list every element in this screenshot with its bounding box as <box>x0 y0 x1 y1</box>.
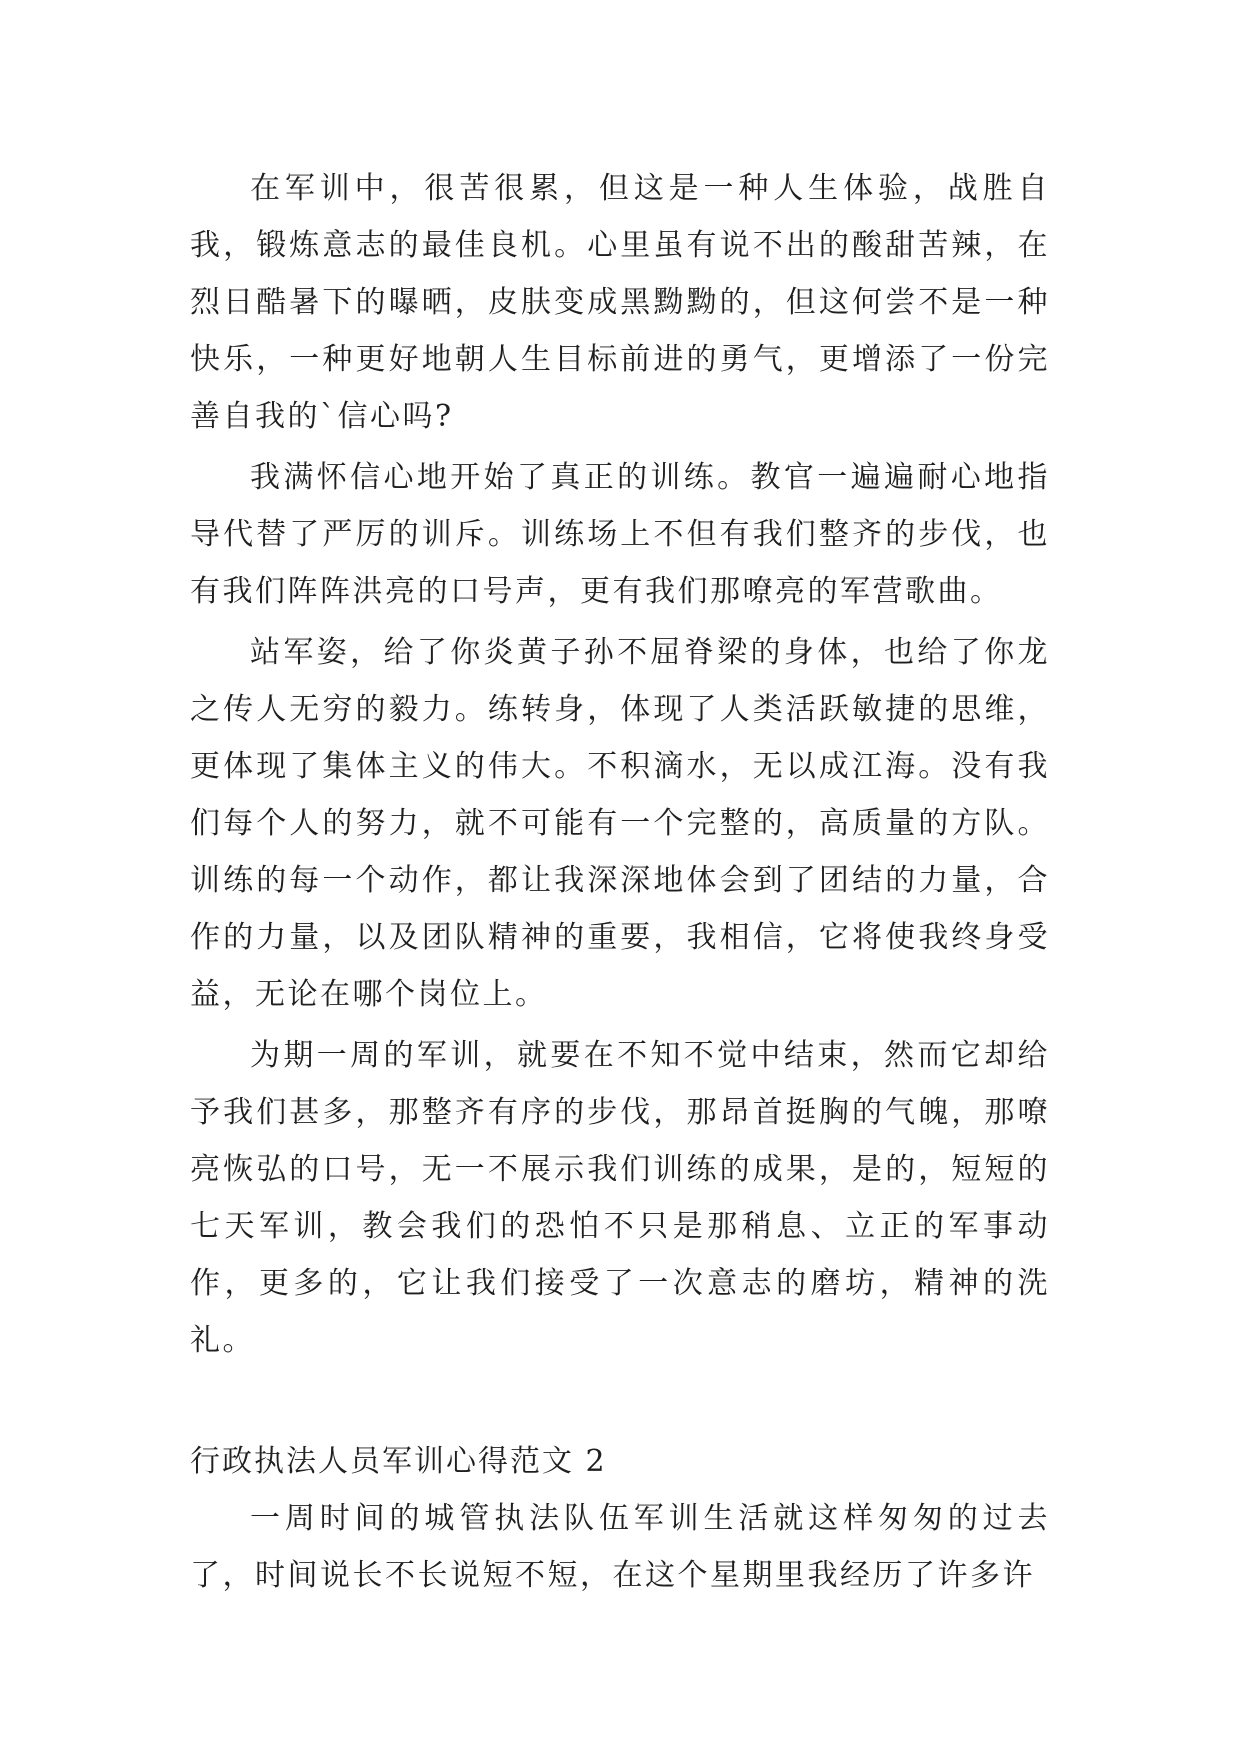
body-paragraph-4: 为期一周的军训，就要在不知不觉中结束，然而它却给予我们甚多，那整齐有序的步伐，那昂首挺胸的气魄，那嘹亮恢弘的口号，无一不展示我们训练的成果，是的，短短的七天军训，教会我们的恐怕不只是那稍息、立正的军事动作，更多的，它让我们接受了一次意志的磨坊，精神的洗礼。 <box>190 1038 1050 1358</box>
section-title: 行政执法人员军训心得范文 2 <box>190 1444 607 1479</box>
section-paragraph-1: 一周时间的城管执法队伍军训生活就这样匆匆的过去了，时间说长不长说短不短，在这个星期里我经历了许多许 <box>190 1501 1050 1593</box>
body-paragraph-2: 我满怀信心地开始了真正的训练。教官一遍遍耐心地指导代替了严厉的训斥。训练场上不但有我们整齐的步伐，也有我们阵阵洪亮的口号声，更有我们那嘹亮的军营歌曲。 <box>190 460 1050 609</box>
document-page <box>190 160 1050 1608</box>
body-paragraph-3: 站军姿，给了你炎黄子孙不屈脊梁的身体，也给了你龙之传人无穷的毅力。练转身，体现了人类活跃敏捷的思维，更体现了集体主义的伟大。不积滴水，无以成江海。没有我们每个人的努力，就不可能有一个完整的，高质量的方队。训练的每一个动作，都让我深深地体会到了团结的力量，合作的力量，以及团队精神的重要，我相信，它将使我终身受益，无论在哪个岗位上。 <box>190 635 1050 1012</box>
body-paragraph-1: 在军训中，很苦很累，但这是一种人生体验，战胜自我，锻炼意志的最佳良机。心里虽有说不出的酸甜苦辣，在烈日酷暑下的曝晒，皮肤变成黑黝黝的，但这何尝不是一种快乐，一种更好地朝人生目标前进的勇气，更增添了一份完善自我的`信心吗? <box>190 171 1050 434</box>
